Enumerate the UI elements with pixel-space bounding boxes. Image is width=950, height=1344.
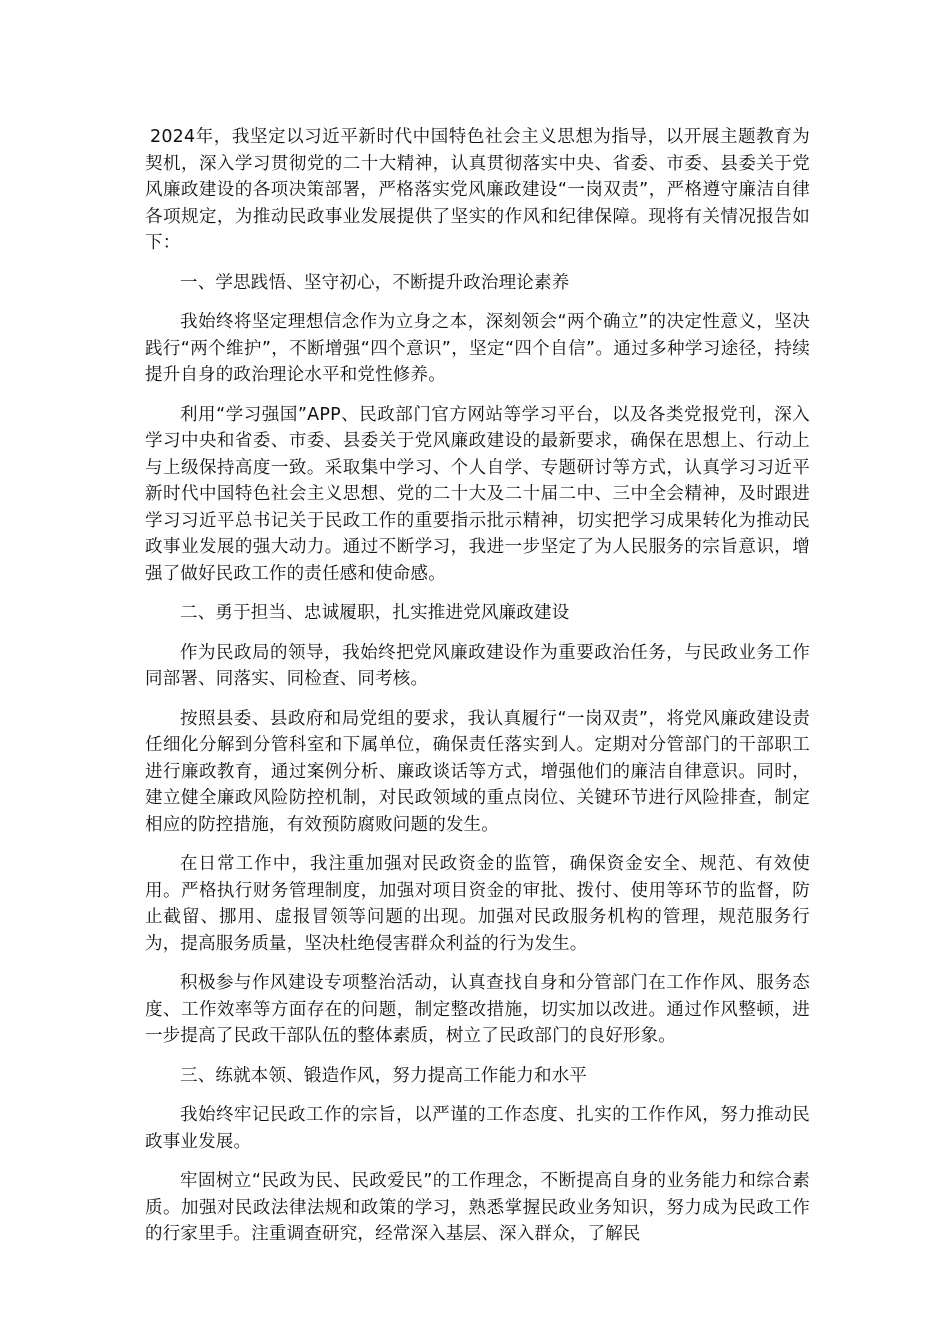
- section-2-paragraph-1: 作为民政局的领导，我始终把党风廉政建设作为重要政治任务，与民政业务工作同部署、同落实、同检查、同考核。: [145, 642, 810, 689]
- section-2-paragraph-2: 按照县委、县政府和局党组的要求，我认真履行“一岗双责”，将党风廉政建设责任细化分解到分管科室和下属单位，确保责任落实到人。定期对分管部门的干部职工进行廉政教育，通过案例分析、廉政谈话等方式，增强他们的廉洁自律意识。同时，建立健全廉政风险防控机制，对民政领域的重点岗位、关键环节进行风险排查，制定相应的防控措施，有效预防腐败问题的发生。: [145, 708, 810, 835]
- section-2-heading: 二、勇于担当、忠诚履职，扎实推进党风廉政建设: [180, 603, 570, 623]
- intro-paragraph: 2024年，我坚定以习近平新时代中国特色社会主义思想为指导，以开展主题教育为契机，深入学习贯彻党的二十大精神，认真贯彻落实中央、省委、市委、县委关于党风廉政建设的各项决策部署，严格落实党风廉政建设“一岗双责”，严格遵守廉洁自律各项规定，为推动民政事业发展提供了坚实的作风和纪律保障。现将有关情况报告如下：: [145, 127, 810, 253]
- section-1-paragraph-2: 利用“学习强国”APP、民政部门官方网站等学习平台，以及各类党报党刊，深入学习中央和省委、市委、县委关于党风廉政建设的最新要求，确保在思想上、行动上与上级保持高度一致。采取集中学习、个人自学、专题研讨等方式，认真学习习近平新时代中国特色社会主义思想、党的二十大及二十届二中、三中全会精神，及时跟进学习习近平总书记关于民政工作的重要指示批示精神，切实把学习成果转化为推动民政事业发展的强大动力。通过不断学习，我进一步坚定了为人民服务的宗旨意识，增强了做好民政工作的责任感和使命感。: [145, 404, 810, 584]
- section-3-heading: 三、练就本领、锻造作风，努力提高工作能力和水平: [180, 1065, 588, 1086]
- section-1-paragraph-1: 我始终将坚定理想信念作为立身之本，深刻领会“两个确立”的决定性意义，坚决践行“两个维护”，不断增强“四个意识”，坚定“四个自信”。通过多种学习途径，持续提升自身的政治理论水平和党性修养。: [145, 312, 810, 385]
- section-3-paragraph-1: 我始终牢记民政工作的宗旨，以严谨的工作态度、扎实的工作作风，努力推动民政事业发展。: [145, 1105, 810, 1152]
- document-page: [145, 124, 810, 1261]
- section-3-paragraph-2: 牢固树立“民政为民、民政爱民”的工作理念，不断提高自身的业务能力和综合素质。加强对民政法律法规和政策的学习，熟悉掌握民政业务知识，努力成为民政工作的行家里手。注重调查研究，经常深入基层、深入群众，了解民: [145, 1171, 810, 1244]
- section-2-paragraph-3: 在日常工作中，我注重加强对民政资金的监管，确保资金安全、规范、有效使用。严格执行财务管理制度，加强对项目资金的审批、拨付、使用等环节的监督，防止截留、挪用、虚报冒领等问题的出现。加强对民政服务机构的管理，规范服务行为，提高服务质量，坚决杜绝侵害群众利益的行为发生。: [145, 854, 810, 954]
- section-2-paragraph-4: 积极参与作风建设专项整治活动，认真查找自身和分管部门在工作作风、服务态度、工作效率等方面存在的问题，制定整改措施，切实加以改进。通过作风整顿，进一步提高了民政干部队伍的整体素质，树立了民政部门的良好形象。: [145, 973, 810, 1046]
- section-1-heading: 一、学思践悟、坚守初心，不断提升政治理论素养: [180, 272, 570, 293]
